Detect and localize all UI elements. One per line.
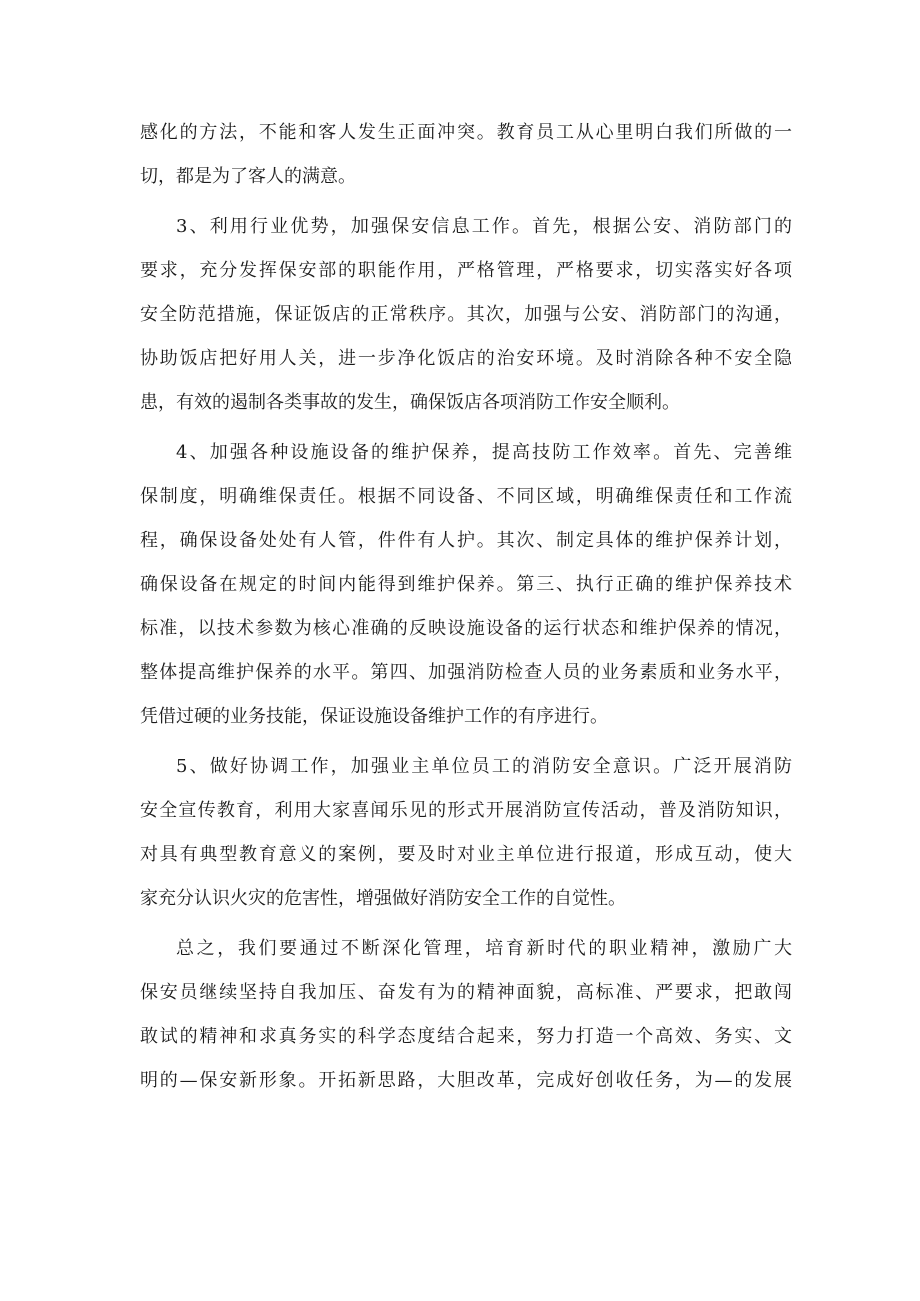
text-line: 安全防范措施，保证饭店的正常秩序。其次，加强与公安、消防部门的沟通， — [140, 304, 792, 325]
text-line: 保安员继续坚持自我加压、奋发有为的精神面貌，高标准、严要求，把敢闯 — [140, 982, 792, 1003]
text-line: 标准，以技术参数为核心准确的反映设施设备的运行状态和维护保养的情况， — [140, 618, 792, 639]
text-line: 对具有典型教育意义的案例，要及时对业主单位进行报道，形成互动，使大 — [140, 844, 792, 865]
paragraph-item-3 — [140, 205, 792, 425]
text-line: 协助饭店把好用人关，进一步净化饭店的治安环境。及时消除各种不安全隐 — [140, 348, 792, 369]
text-line: 5、做好协调工作，加强业主单位员工的消防安全意识。广泛开展消防 — [176, 756, 792, 777]
text-line: 感化的方法，不能和客人发生正面冲突。教育员工从心里明白我们所做的一 — [140, 122, 792, 143]
text-line: 3、利用行业优势，加强保安信息工作。首先，根据公安、消防部门的 — [176, 216, 792, 237]
text-line: 切，都是为了客人的满意。 — [140, 166, 356, 187]
text-line: 敢试的精神和求真务实的科学态度结合起来，努力打造一个高效、务实、文 — [140, 1026, 792, 1047]
paragraph-item-4 — [140, 431, 792, 739]
text-line: 明的—保安新形象。开拓新思路，大胆改革，完成好创收任务，为—的发展 — [140, 1070, 792, 1091]
paragraph-summary — [140, 927, 792, 1103]
paragraph-item-5 — [140, 745, 792, 921]
text-line: 确保设备在规定的时间内能得到维护保养。第三、执行正确的维护保养技术 — [140, 574, 792, 595]
text-line: 整体提高维护保养的水平。第四、加强消防检查人员的业务素质和业务水平， — [140, 662, 792, 683]
text-line: 患，有效的遏制各类事故的发生，确保饭店各项消防工作安全顺利。 — [140, 392, 680, 413]
text-line: 程，确保设备处处有人管，件件有人护。其次、制定具体的维护保养计划， — [140, 530, 792, 551]
text-line: 凭借过硬的业务技能，保证设施设备维护工作的有序进行。 — [140, 706, 608, 727]
text-line: 保制度，明确维保责任。根据不同设备、不同区域，明确维保责任和工作流 — [140, 486, 792, 507]
text-line: 4、加强各种设施设备的维护保养，提高技防工作效率。首先、完善维 — [176, 442, 792, 463]
text-line: 总之，我们要通过不断深化管理，培育新时代的职业精神，激励广大 — [176, 938, 792, 959]
text-line: 安全宣传教育，利用大家喜闻乐见的形式开展消防宣传活动，普及消防知识， — [140, 800, 792, 821]
body-text — [140, 111, 792, 1103]
text-line: 家充分认识火灾的危害性，增强做好消防安全工作的自觉性。 — [140, 888, 626, 909]
paragraph-continuation — [140, 111, 792, 199]
text-line: 要求，充分发挥保安部的职能作用，严格管理，严格要求，切实落实好各项 — [140, 260, 792, 281]
